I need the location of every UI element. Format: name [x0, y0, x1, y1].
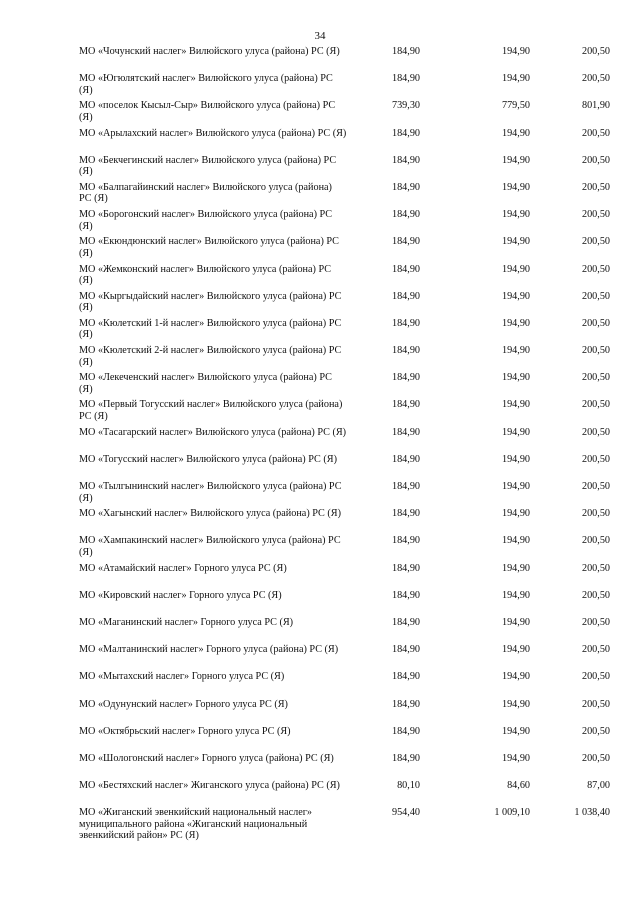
value-col-3: 200,50 [581, 644, 610, 656]
table-row [0, 671, 640, 698]
value-col-3: 801,90 [581, 100, 610, 112]
value-col-3: 200,50 [581, 181, 610, 193]
municipality-name: МО «Кировский наслег» Горного улуса РС (Я) [79, 589, 282, 601]
municipality-name: МО «Балпагайинский наслег» Вилюйского улуса (района) РС (Я) [79, 181, 332, 205]
municipality-name: МО «Октябрьский наслег» Горного улуса РС (Я) [79, 725, 291, 737]
table-row [0, 236, 640, 263]
value-col-3: 200,50 [581, 399, 610, 411]
value-col-3: 200,50 [581, 209, 610, 221]
value-col-3: 200,50 [581, 263, 610, 275]
table-row [0, 209, 640, 236]
table-row [0, 726, 640, 753]
municipality-name: МО «поселок Кысыл-Сыр» Вилюйского улуса (района) РС (Я) [79, 100, 336, 123]
value-col-1: 184,90 [391, 236, 420, 248]
value-col-3: 200,50 [581, 453, 610, 465]
table-row [0, 318, 640, 345]
value-col-2: 194,90 [501, 399, 530, 411]
value-col-2: 194,90 [501, 616, 530, 628]
value-col-2: 779,50 [501, 100, 530, 112]
table-row [0, 46, 640, 73]
value-col-2: 194,90 [501, 73, 530, 85]
municipality-name: МО «Тогусский наслег» Вилюйского улуса (района) РС (Я) [79, 453, 337, 465]
value-col-1: 184,90 [391, 290, 420, 302]
table-row [0, 399, 640, 426]
municipality-name: МО «Кюлетский 1-й наслег» Вилюйского улуса (района) РС (Я) [79, 317, 342, 341]
value-col-2: 194,90 [501, 345, 530, 357]
value-col-1: 184,90 [391, 698, 420, 710]
municipality-name: МО «Бестяхский наслег» Жиганского улуса (района) РС (Я) [79, 780, 340, 792]
municipality-name: МО «Екюндюнский наслег» Вилюйского улуса (района) РС (Я) [79, 236, 339, 259]
table-row [0, 427, 640, 454]
municipality-name: МО «Бекчегинский наслег» Вилюйского улуса (района) РС (Я) [79, 154, 337, 178]
table-row [0, 454, 640, 481]
municipality-name: МО «Атамайский наслег» Горного улуса РС (Я) [79, 562, 287, 574]
value-col-1: 184,90 [391, 725, 420, 737]
table-row [0, 182, 640, 209]
value-col-2: 1 009,10 [494, 807, 530, 819]
municipality-name: МО «Маганинский наслег» Горного улуса РС (Я) [79, 616, 294, 628]
value-col-2: 194,90 [501, 698, 530, 710]
municipality-name: МО «Хампакинский наслег» Вилюйского улуса (района) РС (Я) [79, 535, 341, 558]
value-col-3: 200,50 [581, 154, 610, 166]
table-row [0, 508, 640, 535]
value-col-3: 87,00 [587, 780, 610, 792]
value-col-3: 200,50 [581, 698, 610, 710]
municipality-name: МО «Югюлятский наслег» Вилюйского улуса (района) РС (Я) [79, 73, 333, 96]
value-col-3: 200,50 [581, 725, 610, 737]
table-row [0, 73, 640, 100]
value-col-3: 200,50 [581, 345, 610, 357]
value-col-1: 184,90 [391, 154, 420, 166]
municipality-name: МО «Кюлетский 2-й наслег» Вилюйского улуса (района) РС (Я) [79, 345, 342, 368]
value-col-1: 739,30 [391, 100, 420, 112]
municipality-name: МО «Борогонский наслег» Вилюйского улуса (района) РС (Я) [79, 209, 333, 232]
municipality-name: МО «Тылгынинский наслег» Вилюйского улуса (района) РС (Я) [79, 481, 342, 504]
value-col-2: 194,90 [501, 236, 530, 248]
value-col-2: 194,90 [501, 562, 530, 574]
value-col-2: 194,90 [501, 481, 530, 492]
value-col-2: 194,90 [501, 752, 530, 764]
table-row [0, 100, 640, 127]
table-row [0, 481, 640, 508]
value-col-2: 194,90 [501, 426, 530, 438]
value-col-1: 184,90 [391, 535, 420, 547]
municipality-name: МО «Тасагарский наслег» Вилюйского улуса (района) РС (Я) [79, 426, 347, 438]
value-col-3: 200,50 [581, 46, 610, 57]
value-col-1: 184,90 [391, 481, 420, 492]
value-col-1: 184,90 [391, 644, 420, 656]
table-row [0, 699, 640, 726]
value-col-2: 194,90 [501, 725, 530, 737]
value-col-2: 194,90 [501, 372, 530, 384]
value-col-1: 184,90 [391, 453, 420, 465]
value-col-1: 184,90 [391, 508, 420, 520]
value-col-3: 200,50 [581, 127, 610, 139]
value-col-1: 184,90 [391, 181, 420, 193]
table-row [0, 807, 640, 867]
value-col-3: 200,50 [581, 481, 610, 492]
value-col-1: 184,90 [391, 562, 420, 574]
municipality-name: МО «Одунунский наслег» Горного улуса РС (Я) [79, 698, 288, 710]
value-col-3: 200,50 [581, 73, 610, 85]
value-col-3: 1 038,40 [574, 807, 610, 819]
table-row [0, 563, 640, 590]
municipality-name: МО «Малтанинский наслег» Горного улуса (района) РС (Я) [79, 644, 339, 656]
value-col-1: 954,40 [391, 807, 420, 819]
value-col-1: 80,10 [397, 780, 420, 792]
value-col-2: 194,90 [501, 46, 530, 57]
table-row [0, 753, 640, 780]
table-row [0, 535, 640, 562]
table-row [0, 128, 640, 155]
value-col-1: 184,90 [391, 426, 420, 438]
value-col-2: 194,90 [501, 154, 530, 166]
municipality-name: МО «Жиганский эвенкийский национальный наслег» муниципального района «Жиганский национальный эвенкийский район» РС (Я) [79, 807, 313, 842]
value-col-1: 184,90 [391, 263, 420, 275]
value-col-3: 200,50 [581, 562, 610, 574]
value-col-3: 200,50 [581, 671, 610, 683]
value-col-3: 200,50 [581, 290, 610, 302]
table-row [0, 644, 640, 671]
value-col-1: 184,90 [391, 46, 420, 57]
value-col-2: 194,90 [501, 644, 530, 656]
value-col-2: 194,90 [501, 209, 530, 221]
table-row [0, 780, 640, 807]
municipality-name: МО «Мытахский наслег» Горного улуса РС (Я) [79, 671, 285, 683]
table-row [0, 372, 640, 399]
value-col-3: 200,50 [581, 236, 610, 248]
municipality-name: МО «Шологонский наслег» Горного улуса (района) РС (Я) [79, 752, 334, 764]
municipality-name: МО «Кыргыдайский наслег» Вилюйского улуса (района) РС (Я) [79, 290, 342, 314]
value-col-1: 184,90 [391, 345, 420, 357]
value-col-3: 200,50 [581, 426, 610, 438]
value-col-1: 184,90 [391, 127, 420, 139]
value-col-2: 194,90 [501, 508, 530, 520]
value-col-1: 184,90 [391, 317, 420, 329]
value-col-2: 194,90 [501, 535, 530, 547]
value-col-2: 194,90 [501, 127, 530, 139]
municipality-name: МО «Жемконский наслег» Вилюйского улуса (района) РС (Я) [79, 263, 332, 286]
value-col-2: 194,90 [501, 671, 530, 683]
value-col-2: 194,90 [501, 290, 530, 302]
value-col-2: 194,90 [501, 317, 530, 329]
table-row [0, 590, 640, 617]
value-col-1: 184,90 [391, 372, 420, 384]
value-col-1: 184,90 [391, 209, 420, 221]
municipality-name: МО «Чочунский наслег» Вилюйского улуса (района) РС (Я) [79, 46, 340, 57]
value-col-2: 194,90 [501, 453, 530, 465]
value-col-3: 200,50 [581, 616, 610, 628]
value-col-1: 184,90 [391, 399, 420, 411]
value-col-3: 200,50 [581, 317, 610, 329]
municipality-name: МО «Лекеченский наслег» Вилюйского улуса (района) РС (Я) [79, 372, 332, 395]
value-col-1: 184,90 [391, 589, 420, 601]
municipality-name: МО «Арылахский наслег» Вилюйского улуса (района) РС (Я) [79, 127, 347, 139]
value-col-3: 200,50 [581, 372, 610, 384]
table-row [0, 291, 640, 318]
value-col-3: 200,50 [581, 752, 610, 764]
value-col-1: 184,90 [391, 671, 420, 683]
table-row [0, 155, 640, 182]
value-col-1: 184,90 [391, 616, 420, 628]
tariff-table [0, 46, 640, 867]
value-col-2: 194,90 [501, 181, 530, 193]
value-col-1: 184,90 [391, 752, 420, 764]
table-row [0, 264, 640, 291]
value-col-2: 194,90 [501, 589, 530, 601]
table-row [0, 617, 640, 644]
value-col-2: 194,90 [501, 263, 530, 275]
table-row [0, 345, 640, 372]
value-col-1: 184,90 [391, 73, 420, 85]
value-col-3: 200,50 [581, 589, 610, 601]
municipality-name: МО «Первый Тогусский наслег» Вилюйского улуса (района) РС (Я) [79, 399, 343, 422]
value-col-3: 200,50 [581, 508, 610, 520]
municipality-name: МО «Хагынский наслег» Вилюйского улуса (района) РС (Я) [79, 508, 341, 520]
value-col-2: 84,60 [507, 780, 530, 792]
value-col-3: 200,50 [581, 535, 610, 547]
page-number: 34 [314, 30, 326, 42]
